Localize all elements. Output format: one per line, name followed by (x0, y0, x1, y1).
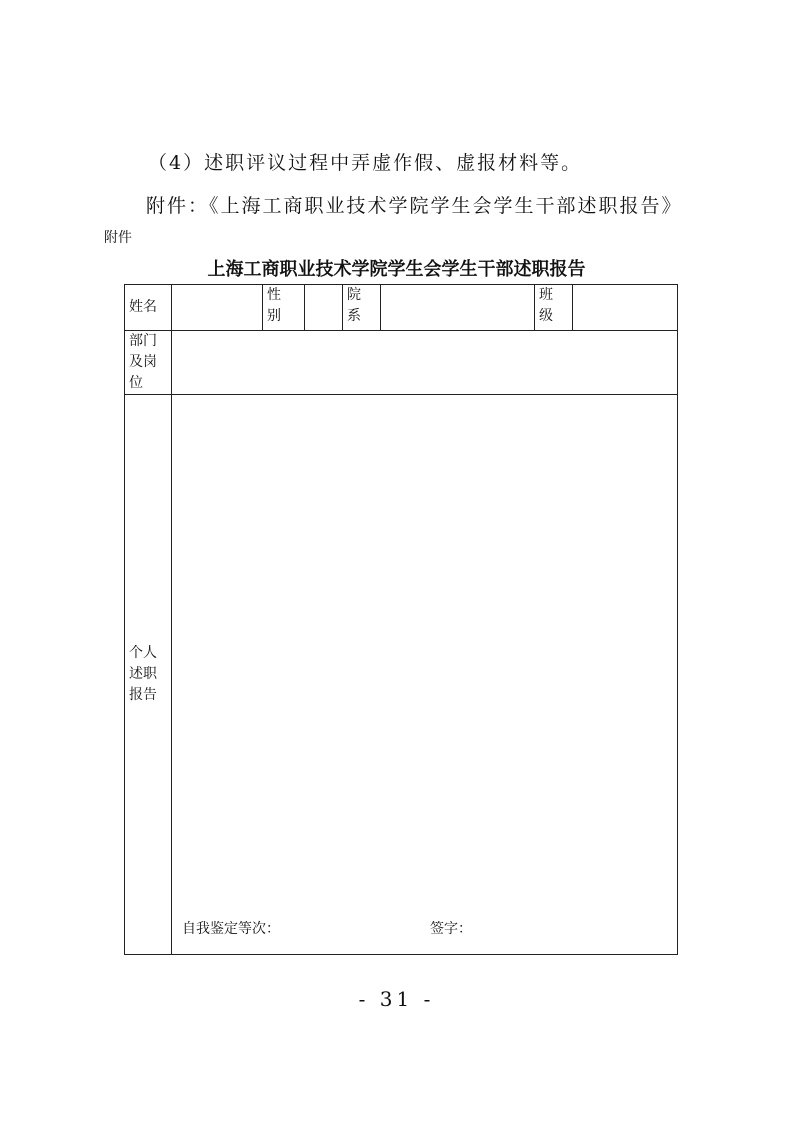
position-value-cell[interactable] (172, 331, 678, 395)
position-label-part-1: 部门 (129, 333, 157, 349)
department-label-part-2: 系 (347, 308, 361, 324)
row-position (125, 331, 678, 395)
report-content-cell[interactable] (172, 395, 678, 955)
department-label-cell (343, 285, 381, 331)
position-label-part-3: 位 (129, 375, 143, 391)
name-label: 姓名 (129, 299, 157, 315)
self-rating-label: 自我鉴定等次： (182, 921, 280, 937)
signature-label: 签字： (430, 921, 472, 937)
attachment-reference: 附件：《上海工商职业技术学院学生会学生干部述职报告》 (146, 195, 683, 217)
gender-label-part-1: 性 (267, 287, 281, 303)
class-value-cell[interactable] (573, 285, 678, 331)
gender-label-cell (263, 285, 305, 331)
report-label-cell (125, 395, 172, 955)
gender-label-part-2: 别 (267, 308, 281, 324)
form-title: 上海工商职业技术学院学生会学生干部述职报告 (207, 259, 586, 280)
position-label-cell (125, 331, 172, 395)
position-label-part-2: 及岗 (129, 354, 157, 370)
class-label-cell (535, 285, 573, 331)
class-label-part-2: 级 (539, 308, 553, 324)
report-label-part-3: 报告 (129, 687, 157, 703)
class-label-part-1: 班 (539, 287, 553, 303)
department-label-part-1: 院 (347, 287, 361, 303)
department-value-cell[interactable] (381, 285, 535, 331)
paragraph-item-4: （4）述职评议过程中弄虚作假、虚报材料等。 (148, 152, 583, 174)
row-personal-report (125, 395, 678, 955)
page-number: - 31 - (358, 987, 435, 1011)
row-basic-info (125, 285, 678, 331)
name-label-cell (125, 285, 172, 331)
gender-value-cell[interactable] (305, 285, 343, 331)
name-value-cell[interactable] (172, 285, 263, 331)
report-form-table (124, 284, 678, 955)
report-label-part-2: 述职 (129, 666, 157, 682)
report-label-part-1: 个人 (129, 645, 157, 661)
attachment-label: 附件 (104, 230, 132, 246)
